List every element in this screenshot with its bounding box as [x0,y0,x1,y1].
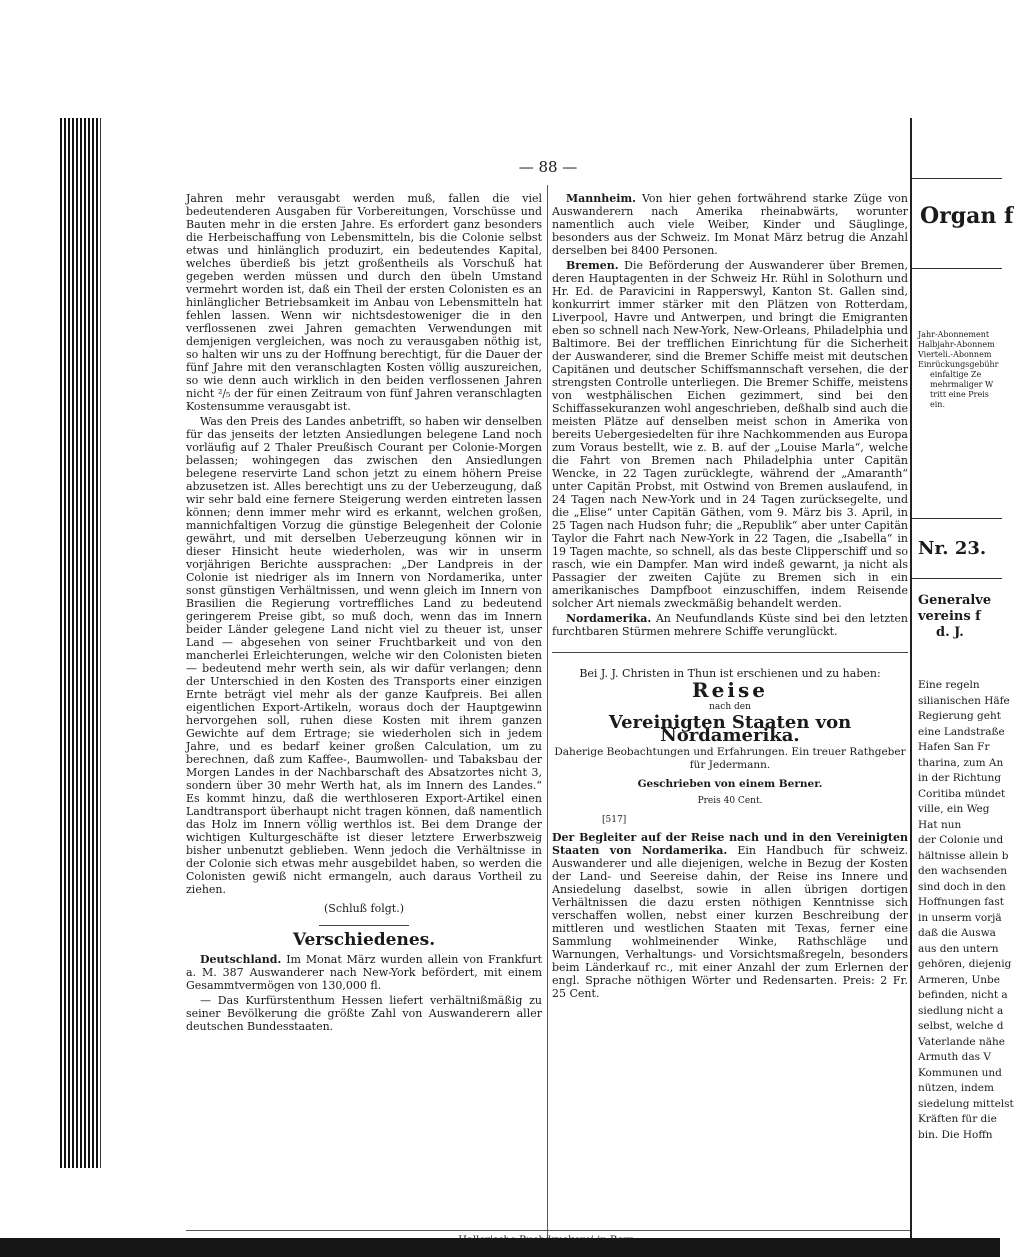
subscription-line: Jahr-Abonnement [918,330,990,339]
text-line: tharina, zum An [918,756,1004,769]
news-item [552,192,908,257]
ad-title: Vereinigten Staaten von Nordamerika. [608,712,852,746]
text-line: Kommunen und [918,1066,1002,1079]
text-line: Coritiba mündet [918,787,1006,800]
news-location: Bremen. [566,259,619,272]
ad-author: Geschrieben von einem Berner. [637,778,823,790]
text-line: Vaterlande nähe [918,1035,1005,1048]
text-line: den wachsenden [918,865,1007,877]
ad-price: Preis 40 Cent. [697,796,763,806]
text-line: Hat nun [918,818,962,831]
heading-line: Generalve [918,593,992,608]
text-line: siedlung nicht a [918,1004,1004,1017]
divider [912,178,1002,179]
news-location: Deutschland. [200,953,282,966]
text-line: daß die Auswa [918,927,996,939]
page-number: — 88 — [518,158,578,176]
footer-rule [186,1230,910,1231]
text-line: aus den untern [918,942,999,955]
column-divider [547,185,548,1255]
page-edge [100,118,101,1168]
subscription-line: mehrmaliger W [930,380,994,389]
text-line: der Colonie und [918,834,1004,846]
subscription-info [918,330,999,410]
subscription-line: tritt eine Preis [930,390,989,399]
text-line: nützen, indem [918,1082,994,1094]
divider [552,652,908,653]
subscription-line: Einrückungsgebühr [918,360,999,369]
text-line: befinden, nicht a [918,989,1008,1001]
text-line: gehören, diejenig [918,958,1012,970]
divider [319,925,409,926]
masthead-fragment: Organ f [920,203,1014,229]
newspaper-page [186,150,910,1200]
paragraph: Was den Preis des Landes anbetrifft, so haben wir denselben für das jenseits der letzten Ansiedlungen belegene Land noch vorläufig auf 2 Thaler Preußisch Courant per Colonie-Morgen belassen; wohingegen das zwischen den Ansiedlungen belegene reservirte Land schon jetzt zu einem höhern Preise abzusetzen ist. Alles berechtigt uns zu der Ueberzeugung, daß wir sehr bald eine fernere Steigerung werden eintreten lassen können; denn immer mehr wird es erkannt, welchen großen, mannichfaltigen Vorzug die günstige Belegenheit der Colonie gewährt, und mit derselben Ueberzeugung können wir in dieser Hinsicht heute wiederholen, was wir in unserm vorjährigen Berichte aussprachen: „Der Landpreis in der Colonie ist niedriger als im Innern von Nordamerika, unter sonst günstigen Verhältnissen, und wenn gleich im Innern von Brasilien die Regierung vortreffliches Land zu bedeutend geringerem Preise gibt, so muß doch, wenn das im Innern beider Länder gelegene Land nicht viel zu theuer ist, unser Land — abgesehen von seiner Fruchtbarkeit und von den mancherlei Erleichterungen, welche wir den Colonisten bieten — bedeutend mehr werth sein, als wir dafür verlangen; denn der Unterschied in den Kosten des Transports einer einzigen Ernte beträgt viel mehr als der ganze Kaufpreis. Bei allen eigentlichen Export-Artikeln, woraus doch der Hauptgewinn hervorgehen soll, ruhen diese Kosten mit ihrem ganzen Gewichte auf dem Ertrage; sie wiederholen sich in jedem Jahre, und es bedarf keiner großen Calculation, um zu berechnen, daß zum Kaffee-, Baumwollen- und Tabaksbau der Morgen Landes in der Nachbarschaft des Absatzortes nicht 3, sondern über 30 mehr Werth hat, als im Innern des Landes.“ Es kommt hinzu, daß die werthloseren Export-Artikel einen Landtransport überhaupt nicht tragen können, daß namentlich das Holz im Innern völlig werthlos ist. Bei dem Drange der wichtigen Kulturgeschäfte ist dieser letztere Erwerbszweig bisher unbenutzt geblieben. Wenn jedoch die Verhältnisse in der Colonie sich etwas mehr ausgebildet haben, so werden die Colonisten gewiß nicht ermangeln, auch daraus Vortheil zu ziehen. [186,415,542,896]
news-text: Von hier gehen fortwährend starke Züge von Auswanderern nach Amerika rheinabwärts, worunter namentlich auch viele Weiber, Kinder und Säuglinge, besonders aus der Schweiz. Im Monat März betrug die Anzahl derselben bei 8400 Personen. [552,192,908,257]
paragraph: — Das Kurfürstenthum Hessen liefert verhältnißmäßig zu seiner Bevölkerung die größte Zahl von Auswanderern aller deutschen Bundesstaaten. [186,994,542,1033]
news-text: Die Beförderung der Auswanderer über Bremen, deren Hauptagenten in der Schweiz Hr. Rühl in Solothurn und Hr. Ed. de Paravicini in Rapperswyl, Kanton St. Gallen sind, konkurrirt immer stärker mit den Plätzen von Rotterdam, Liverpool, Havre und Antwerpen, und bringt die Emigranten eben so schnell nach New-York, New-Orleans, Philadelphia und Baltimore. Bei der trefflichen Einrichtung für die Sicherheit der Auswanderer, sind die Bremer Schiffe meist mit deutschen Capitänen und deutscher Schiffsmannschaft versehen, die der strengsten Controlle unterliegen. Die Bremer Schiffe, meistens von westphälischen Eichen gezimmert, sind bei den Schiffassekuranzen wohl angeschrieben, deßhalb sind auch die meisten Plätze auf denselben meist schon in Amerika von bereits Uebergesiedelten für ihre Nachkommenden aus Europa zum Voraus bestellt, wie z. B. auf der „Louise Marla“, welche die Fahrt von Bremen nach Philadelphia unter Capitän Wencke, in 22 Tagen zurücklegte, während der „Amaranth“ unter Capitän Probst, mit Ostwind von Bremen auslaufend, in 24 Tagen nach New-York und in 24 Tagen zurücksegelte, und die „Elise“ unter Capitän Gäthen, vom 9. März bis 3. April, in 25 Tagen nach Hudson fuhr; die „Republik“ aber unter Capitän Taylor die Fahrt nach New-York in 22 Tagen, die „Isabella“ in 19 Tagen machte, so schnell, als das beste Clipperschiff und so rasch, wie ein Dampfer. Man wird indeß gewarnt, ja nicht als Passagier der zweiten Cajüte zu Bremen sich in ein amerikanisches Dampfboot einzuschiffen, indem Reisende solcher Art niemals zweckmäßig behandelt werden. [552,259,908,610]
ad-heading: Reise [692,678,768,702]
heading-line: d. J. [936,625,964,640]
ad-item-text: Ein Handbuch für schweiz. Auswanderer und alle diejenigen, welche in Bezug der Kosten der Land- und Seereise dahin, der Reise ins Innere und Ansiedelung daselbst, sowie in allen übrigen dortigen Verhältnissen die dazu ersten nöthigen Kenntnisse sich verschaffen wollen, nebst einer kurzen Beschreibung der mittleren und westlichen Staaten mit Texas, ferner eine Sammlung wohlmeinender Winke, Rathschläge und Warnungen, Verhaltungs- und Vorsichtsmaßregeln, besonders beim Länderkauf rc., mit einer Anzahl der zum Erlernen der engl. Sprache nöthigen Wörter und Redensarten. Preis: 2 Fr. 25 Cent. [552,844,908,1000]
book-spine [60,118,100,1168]
issue-number: Nr. 23. [918,538,987,559]
ad-mark: [517] [602,815,627,825]
divider [912,268,1002,269]
text-line: hältnisse allein b [918,849,1009,862]
news-text: Im Monat März wurden allein von Frankfurt a. M. 387 Auswanderer nach New-York befördert, mit einem Gesammtvermögen von 130,000 fl. [186,953,542,992]
ad-subtitle: Daherige Beobachtungen und Erfahrungen. Ein treuer Rathgeber für Jedermann. [554,746,906,771]
subscription-line: ein. [930,400,945,409]
text-line: in der Richtung [918,772,1002,784]
ad-intro: Bei J. J. Christen in Thun ist erschienen und zu haben: [579,667,881,680]
news-item [552,259,908,610]
text-line: silianischen Häfe [918,694,1010,707]
article-text-fragment [918,678,1014,1143]
adjacent-page [910,118,1014,1238]
ad-connector: nach den [709,702,751,712]
text-line: Armeren, Unbe [918,973,1000,986]
text-line: eine Landstraße [918,725,1005,738]
ad-item-title: Der Begleiter auf der Reise nach und in den Vereinigten Staaten von Nordamerika. [552,831,908,857]
text-line: Kräften für die [918,1113,997,1125]
section-heading: Verschiedenes. [292,930,436,950]
text-line: Hoffnungen fast [918,896,1005,908]
heading-line: vereins f [918,609,981,624]
right-column [552,192,908,1002]
text-line: Armuth das V [918,1051,991,1063]
divider [912,518,1002,519]
left-column [186,192,542,1035]
news-location: Mannheim. [566,192,636,205]
subscription-line: einfaltige Ze [930,370,982,379]
subscription-line: Vierteli.-Abonnem [918,350,992,359]
news-location: Nordamerika. [566,612,652,625]
news-text: An Neufundlands Küste sind bei den letzten furchtbaren Stürmen mehrere Schiffe verunglückt. [552,612,909,638]
subscription-line: Halbjahr-Abonnem [918,340,995,349]
article-heading-fragment [918,593,991,641]
continuation-note: (Schluß folgt.) [324,902,404,915]
text-line: selbst, welche d [918,1020,1004,1032]
news-item [186,953,542,992]
text-line: ville, ein Weg [918,803,990,815]
text-line: siedelung mittelst [918,1097,1014,1110]
scan-edge [0,1238,1000,1257]
ad-item [552,831,908,1000]
paragraph: Jahren mehr verausgabt werden muß, fallen die viel bedeutenderen Ausgaben für Vorbereitungen, Vorschüsse und Bauten mehr in die ersten Jahre. Es erfordert ganz besonders die Herbeischaffung von Lebensmitteln, bis die Colonie selbst etwas und hinlänglich produzirt, ein bedeutendes Kapital, welches überdieß bis jetzt großentheils als Vorschuß hat gegeben werden müssen und durch den übeln Umstand vermehrt worden ist, daß ein Theil der ersten Colonisten es an hinlänglicher Betriebsamkeit im Anbau von Lebensmitteln hat fehlen lassen. Wenn wir nichtsdestoweniger die in den verflossenen zwei Jahren gemachten Verwendungen mit demjenigen vergleichen, was noch zu verausgaben nöthig ist, so halten wir uns zu der Hoffnung berechtigt, für die Dauer der fünf Jahre mit den veranschlagten Kosten völlig auszureichen, so wie denn auch wirklich in den beiden verflossenen Jahren nicht ²/₅ der für einen Zeitraum von fünf Jahren veranschlagten Kostensumme verausgabt ist. [186,192,542,413]
text-line: Eine regeln [918,679,980,691]
text-line: sind doch in den [918,880,1006,893]
text-line: in unserm vorjä [918,911,1002,924]
text-line: bin. Die Hoffn [918,1128,993,1141]
text-line: Regierung geht [918,710,1001,722]
news-item [552,612,908,638]
divider [912,578,1002,579]
text-line: Hafen San Fr [918,741,990,753]
